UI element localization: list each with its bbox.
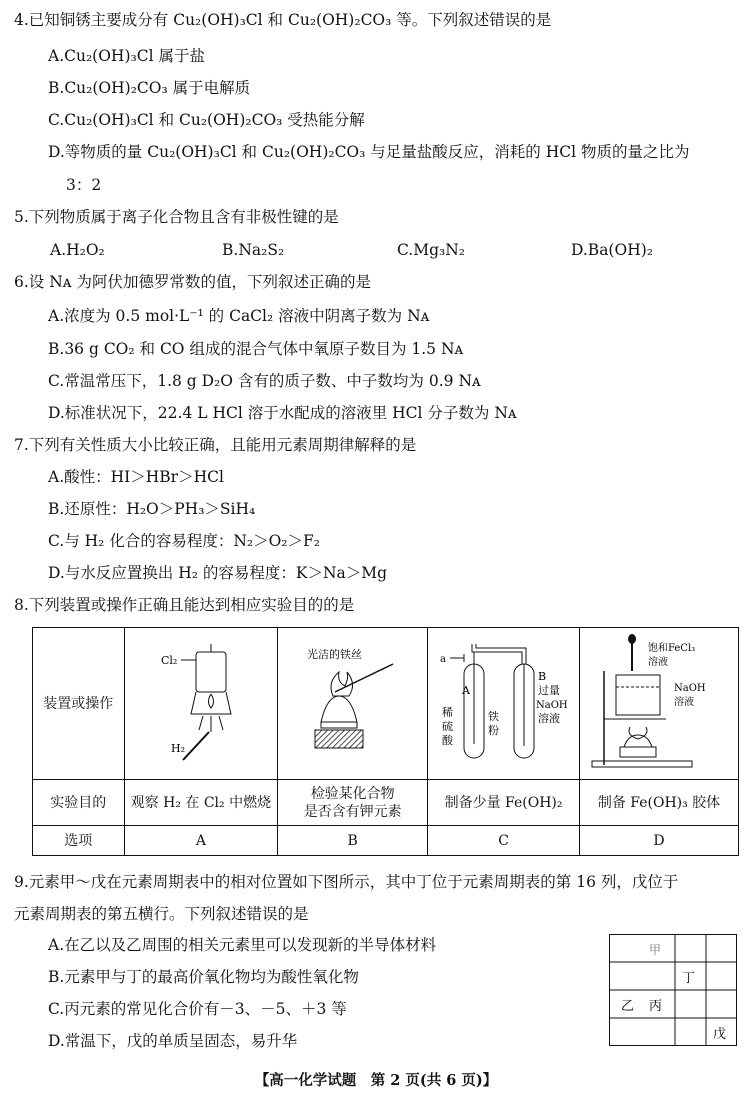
grid-yi: 乙 — [621, 999, 635, 1014]
grid-ding: 丁 — [682, 971, 696, 986]
page-footer: 【高一化学试题 第 2 页(共 6 页)】 — [254, 1072, 498, 1089]
figure-b-flame-test — [293, 634, 413, 774]
figure-c-acid-label-2: 硫 — [441, 719, 453, 733]
option-c-label: C — [428, 826, 580, 856]
q9-option-b: B.元素甲与丁的最高价氧化物均为酸性氧化物 — [48, 968, 359, 986]
figure-c-naoh-label-3: 溶液 — [537, 711, 560, 725]
purpose-b-line1: 检验某化合物 — [310, 785, 395, 802]
q4-stem: 4.已知铜锈主要成分有 Cu₂(OH)₃Cl 和 Cu₂(OH)₂CO₃ 等。下列叙述错误的是 — [14, 11, 552, 29]
q5-stem: 5.下列物质属于离子化合物且含有非极性键的是 — [14, 208, 339, 226]
purpose-d: 制备 Fe(OH)₃ 胶体 — [580, 780, 739, 826]
q5-option-d: D.Ba(OH)₂ — [571, 241, 653, 259]
q7-option-d: D.与水反应置换出 H₂ 的容易程度：K＞Na＞Mg — [48, 564, 388, 582]
q9-option-c: C.丙元素的常见化合价有－3、－5、＋3 等 — [48, 1000, 347, 1018]
grid-jia: 甲 — [649, 943, 662, 957]
figure-a-h2-label: H₂ — [170, 741, 185, 755]
row-header-option: 选项 — [33, 826, 125, 856]
q4-option-c: C.Cu₂(OH)₃Cl 和 Cu₂(OH)₂CO₃ 受热能分解 — [48, 111, 365, 129]
figure-a-cell — [124, 628, 278, 780]
grid-wu: 戊 — [713, 1027, 727, 1042]
q5-option-c: C.Mg₃N₂ — [397, 241, 466, 259]
q4-option-d-cont: 3：2 — [66, 176, 102, 194]
q6-option-d: D.标准状况下，22.4 L HCl 溶于水配成的溶液里 HCl 分子数为 Nᴀ — [48, 404, 517, 422]
row-header-apparatus: 装置或操作 — [33, 628, 125, 780]
figure-c-naoh-label-1: 过量 — [537, 683, 560, 697]
option-d-label: D — [580, 826, 739, 856]
q6-option-a: A.浓度为 0.5 mol·L⁻¹ 的 CaCl₂ 溶液中阴离子数为 Nᴀ — [48, 307, 430, 325]
q5-option-a: A.H₂O₂ — [50, 241, 105, 259]
figure-d-fecl3-label-1: 饱和FeCl₃ — [648, 642, 696, 654]
figure-d-fecl3-label-2: 溶液 — [648, 656, 668, 668]
q5-option-b: B.Na₂S₂ — [222, 241, 285, 259]
purpose-b — [278, 780, 428, 826]
q8-stem: 8.下列装置或操作正确且能达到相应实验目的的是 — [14, 596, 355, 614]
figure-c-tube-a-label: A — [461, 683, 470, 697]
figure-d-fe-oh3-colloid — [584, 631, 734, 777]
q6-option-c: C.常温常压下，1.8 g D₂O 含有的质子数、中子数均为 0.9 Nᴀ — [48, 372, 481, 390]
q6-stem: 6.设 Nᴀ 为阿伏加德罗常数的值，下列叙述正确的是 — [14, 273, 371, 291]
option-a-label: A — [124, 826, 278, 856]
q7-option-c: C.与 H₂ 化合的容易程度：N₂＞O₂＞F₂ — [48, 532, 320, 550]
row-header-purpose: 实验目的 — [33, 780, 125, 826]
figure-c-cell — [428, 628, 580, 780]
figure-c-acid-label-3: 酸 — [441, 733, 453, 747]
figure-c-a-label: a — [439, 653, 446, 665]
figure-c-naoh-label-2: NaOH — [535, 699, 568, 711]
purpose-c: 制备少量 Fe(OH)₂ — [428, 780, 580, 826]
figure-c-fe-oh2-apparatus — [434, 634, 574, 774]
purpose-b-line2: 是否含有钾元素 — [303, 803, 402, 820]
figure-b-cell — [278, 628, 428, 780]
q8-table — [32, 627, 739, 856]
figure-a-h2-burning-in-cl2 — [141, 634, 261, 774]
option-b-label: B — [278, 826, 428, 856]
figure-a-cl2-label: Cl₂ — [160, 653, 178, 667]
figure-d-cell — [580, 628, 739, 780]
figure-d-naoh-label-1: NaOH — [674, 682, 706, 694]
grid-bing: 丙 — [649, 999, 663, 1014]
figure-c-iron-label-2: 粉 — [487, 723, 499, 737]
q7-option-b: B.还原性：H₂O＞PH₃＞SiH₄ — [48, 500, 256, 518]
periodic-table-fragment — [609, 934, 737, 1046]
q9-stem-line2: 元素周期表的第五横行。下列叙述错误的是 — [14, 905, 309, 923]
figure-b-label: 光洁的铁丝 — [306, 647, 362, 661]
figure-c-acid-label-1: 稀 — [441, 705, 453, 719]
q7-option-a: A.酸性：HI＞HBr＞HCl — [48, 468, 224, 486]
q6-option-b: B.36 g CO₂ 和 CO 组成的混合气体中氧原子数目为 1.5 Nᴀ — [48, 340, 464, 358]
q7-stem: 7.下列有关性质大小比较正确，且能用元素周期律解释的是 — [14, 436, 417, 454]
figure-d-naoh-label-2: 溶液 — [674, 696, 694, 708]
q9-option-d: D.常温下，戊的单质呈固态，易升华 — [48, 1032, 298, 1050]
q4-option-b: B.Cu₂(OH)₂CO₃ 属于电解质 — [48, 79, 251, 97]
figure-c-iron-label-1: 铁 — [487, 709, 499, 723]
q9-stem-line1: 9.元素甲～戊在元素周期表中的相对位置如下图所示，其中丁位于元素周期表的第 16 列，戊位于 — [14, 873, 679, 891]
purpose-a: 观察 H₂ 在 Cl₂ 中燃烧 — [124, 780, 278, 826]
q9-option-a: A.在乙以及乙周围的相关元素里可以发现新的半导体材料 — [48, 936, 437, 954]
q4-option-d: D.等物质的量 Cu₂(OH)₃Cl 和 Cu₂(OH)₂CO₃ 与足量盐酸反应，消耗的 HCl 物质的量之比为 — [48, 143, 690, 161]
figure-c-tube-b-label: B — [537, 669, 546, 683]
q4-option-a: A.Cu₂(OH)₃Cl 属于盐 — [48, 47, 205, 65]
